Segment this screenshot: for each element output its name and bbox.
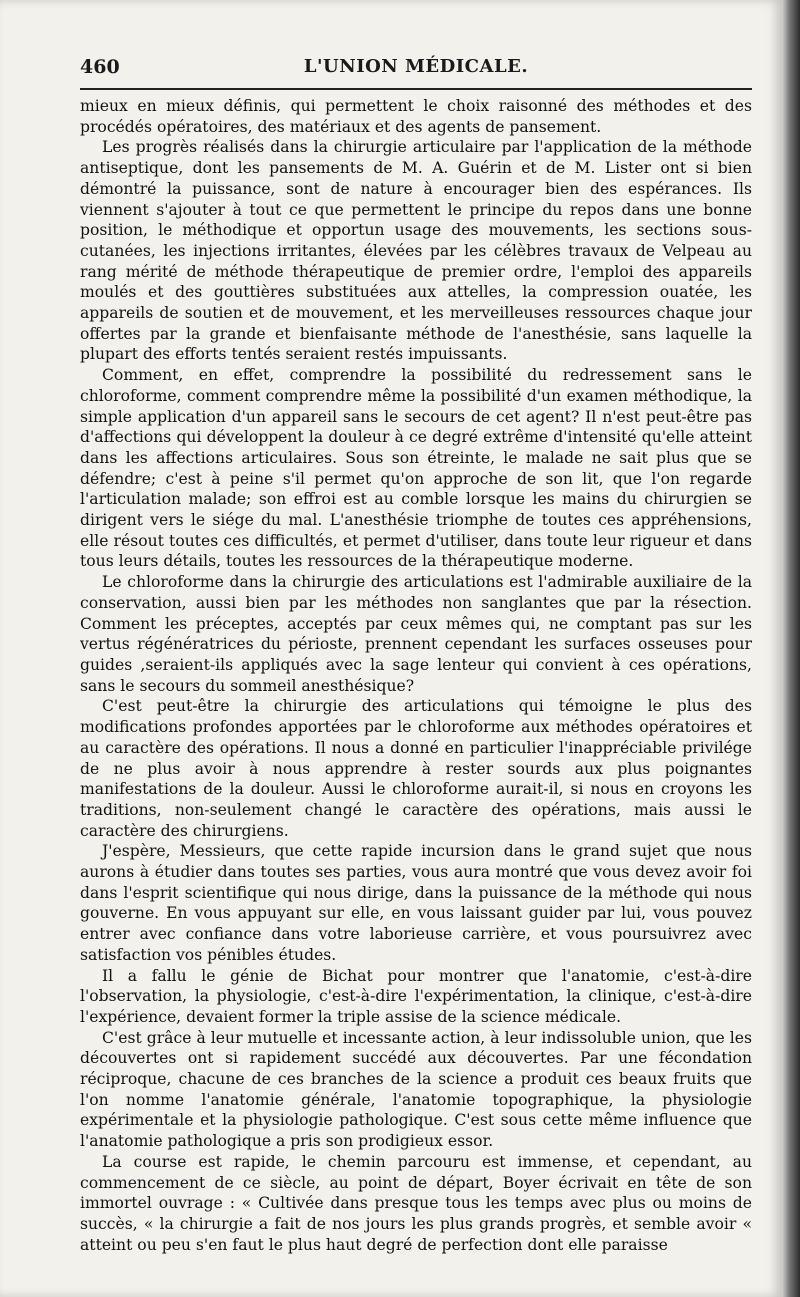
paragraph-6: J'espère, Messieurs, que cette rapide incursion dans le grand sujet que nous aurons à étudier dans toutes ses parties, vous aura montré que vous devez avoir foi dans l'esprit scientifique qui nous dirige, dans la puissance de la méthode qui nous gouverne. En vous appuyant sur elle, en vous laissant guider par lui, vous pouvez entrer avec confiance dans votre laborieuse carrière, et vous poursuivrez avec satisfaction vos pénibles études. bbox=[80, 842, 752, 964]
paragraph-5: C'est peut-être la chirurgie des articulations qui témoigne le plus des modifications profondes apportées par le chloroforme aux méthodes opératoires et au caractère des opérations. Il nous a donné en particulier l'inappréciable privilége de ne plus avoir à nous apprendre à rester sourds aux plus poignantes manifestations de la douleur. Aussi le chloroforme aurait-il, si nous en croyons les traditions, non-seulement changé le caractère des opérations, mais aussi le caractère des chirurgiens. bbox=[80, 697, 752, 840]
running-title: L'UNION MÉDICALE. bbox=[303, 56, 529, 77]
header-rule bbox=[80, 88, 752, 90]
paragraph-7: Il a fallu le génie de Bichat pour montrer que l'anatomie, c'est-à-dire l'observation, la physiologie, c'est-à-dire l'expérimentation, la clinique, c'est-à-dire l'expérience, devaient former la triple assise de la science médicale. bbox=[80, 966, 752, 1026]
page-header bbox=[80, 50, 752, 84]
paragraph-4: Le chloroforme dans la chirurgie des articulations est l'admirable auxiliaire de la conservation, aussi bien par les méthodes non sanglantes que par la résection. Comment les préceptes, acceptés par ceux mêmes qui, ne comptant pas sur les vertus régénératrices du périoste, prennent cependant les surfaces osseuses pour guides ,seraient-ils appliqués avec la sage lenteur qui convient à ces opérations, sans le secours du sommeil anesthésique? bbox=[80, 573, 752, 695]
page-number: 460 bbox=[80, 56, 120, 78]
paragraph-2: Les progrès réalisés dans la chirurgie articulaire par l'application de la méthode antiseptique, dont les pansements de M. A. Guérin et de M. Lister ont si bien démontré la puissance, sont de nature à encourager bien des espérances. Ils viennent s'ajouter à tout ce que permettent le principe du repos dans une bonne position, le méthodique et opportun usage des mouvements, les sections sous-cutanées, les injections irritantes, élevées par les célèbres travaux de Velpeau au rang mérité de méthode thérapeutique de premier ordre, l'emploi des appareils moulés et des gouttières substituées aux attelles, la compression ouatée, les appareils de soutien et de mouvement, et les merveilleuses ressources chaque jour offertes par la grande et bienfaisante méthode de l'anesthésie, sans laquelle la plupart des efforts tentés seraient restés impuissants. bbox=[80, 138, 752, 364]
paragraph-3: Comment, en effet, comprendre la possibilité du redressement sans le chloroforme, comment comprendre même la possibilité d'un examen méthodique, la simple application d'un appareil sans le secours de cet agent? Il n'est peut-être pas d'affections qui développent la douleur à ce degré extrême d'intensité qu'elle atteint dans les affections articulaires. Sous son étreinte, le malade ne sait plus que se défendre; c'est à peine s'il permet qu'on approche de son lit, que l'on regarde l'articulation malade; son effroi est au comble lorsque les mains du chirurgien se dirigent vers le siége du mal. L'anesthésie triomphe de toutes ces appréhensions, elle résout toutes ces difficultés, et permet d'utiliser, dans toute leur rigueur et dans tous leurs détails, toutes les ressources de la thérapeutique moderne. bbox=[80, 366, 752, 571]
page-edge-shadow bbox=[782, 0, 800, 1297]
paragraph-8: C'est grâce à leur mutuelle et incessante action, à leur indissoluble union, que les découvertes ont si rapidement succédé aux découvertes. Par une fécondation réciproque, chacune de ces branches de la science a produit ces beaux fruits que l'on nomme l'anatomie générale, l'anatomie topographique, la physiologie expérimentale et la physiologie pathologique. C'est sous cette même influence que l'anatomie pathologique a pris son prodigieux essor. bbox=[80, 1028, 752, 1151]
paragraph-1: mieux en mieux définis, qui permettent le choix raisonné des méthodes et des procédés opératoires, des matériaux et des agents de pansement. bbox=[80, 97, 752, 136]
paragraph-9: La course est rapide, le chemin parcouru est immense, et cependant, au commencement de ce siècle, au point de départ, Boyer écrivait en tête de son immortel ouvrage : « Cultivée dans presque tous les temps avec plus ou moins de succès, « la chirurgie a fait de nos jours les plus grands progrès, et semble avoir « atteint ou peu s'en faut le plus haut degré de perfection dont elle paraisse bbox=[80, 1152, 752, 1254]
body-text bbox=[80, 96, 752, 1255]
